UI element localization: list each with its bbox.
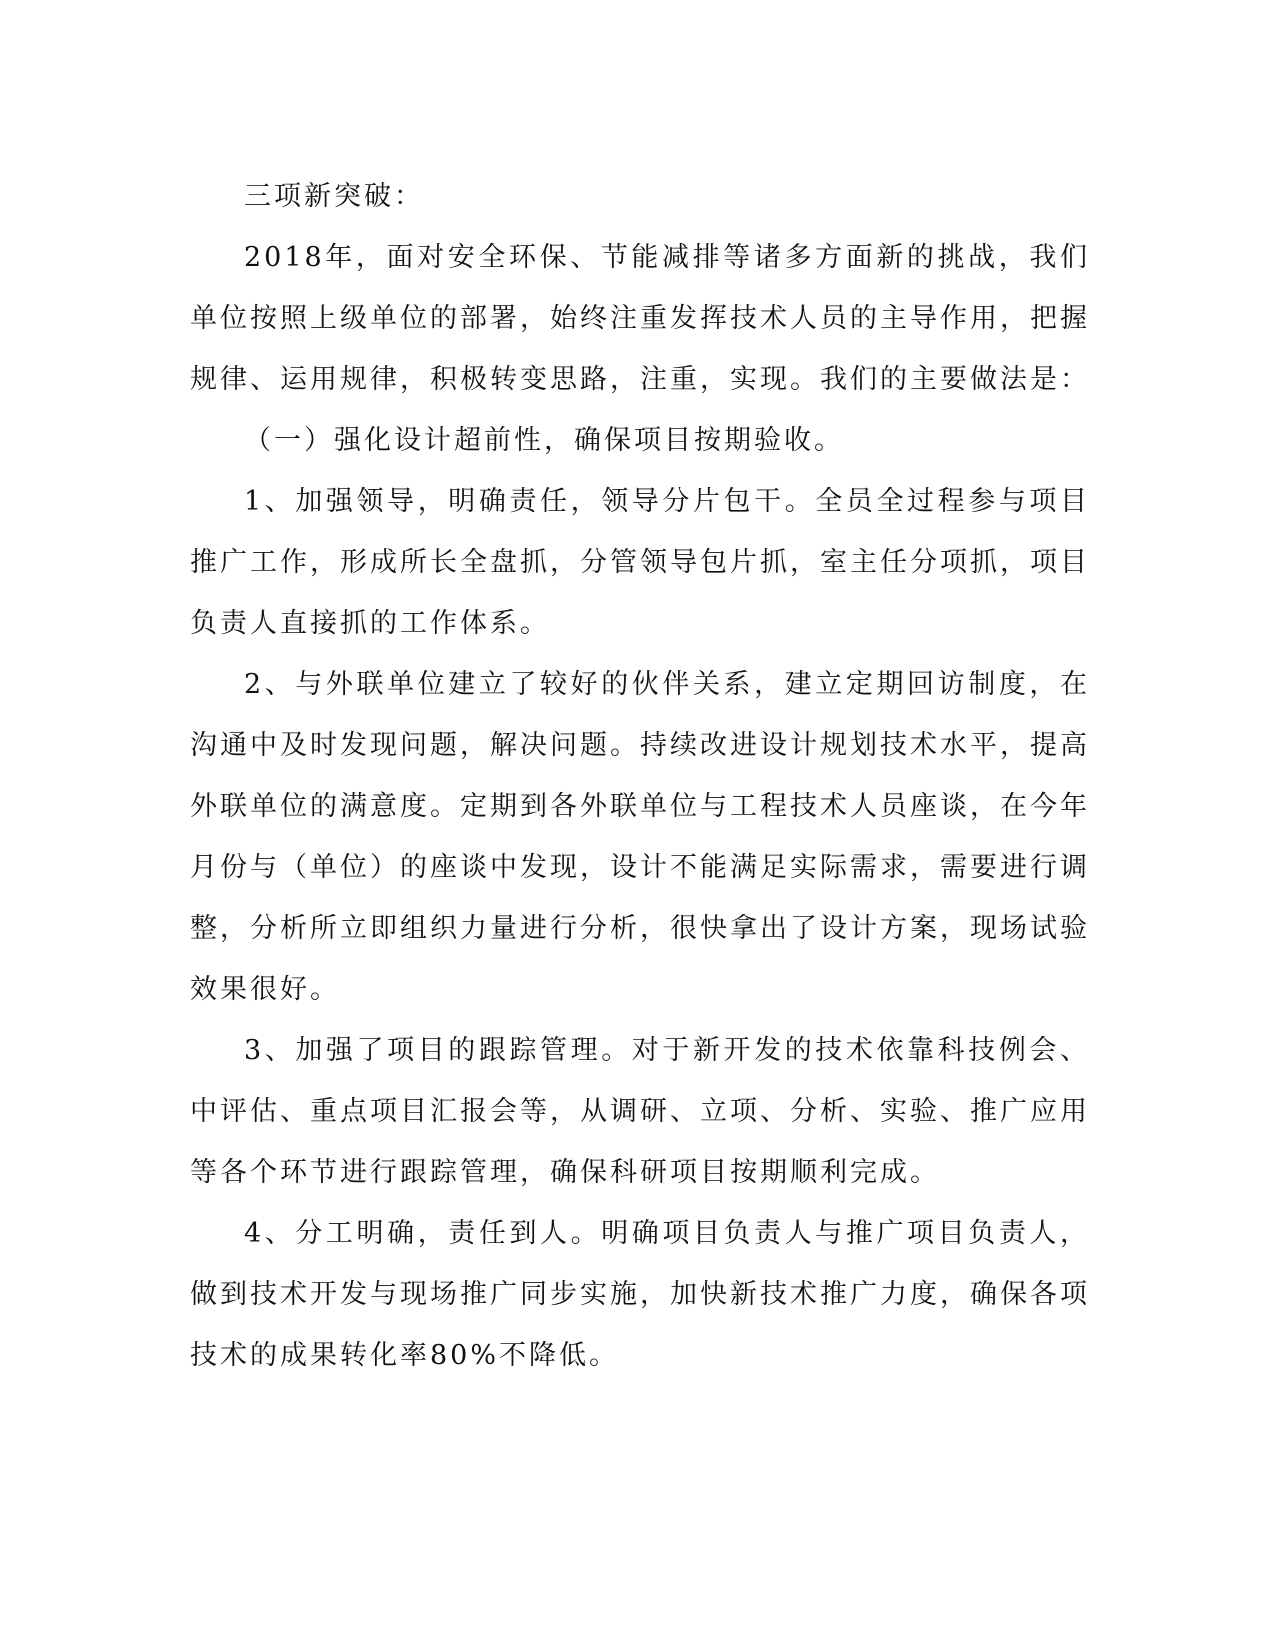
- paragraph-intro: 2018年，面对安全环保、节能减排等诸多方面新的挑战，我们单位按照上级单位的部署，始终注重发挥技术人员的主导作用，把握规律、运用规律，积极转变思路，注重，实现。我们的主要做法是：: [190, 242, 1090, 395]
- paragraph-item-2: 2、与外联单位建立了较好的伙伴关系，建立定期回访制度，在沟通中及时发现问题，解决问题。持续改进设计规划技术水平，提高外联单位的满意度。定期到各外联单位与工程技术人员座谈，在今年月份与（单位）的座谈中发现，设计不能满足实际需求，需要进行调整，分析所立即组织力量进行分析，很快拿出了设计方案，现场试验效果很好。: [190, 669, 1090, 1005]
- paragraph-item-4: 4、分工明确，责任到人。明确项目负责人与推广项目负责人，做到技术开发与现场推广同步实施，加快新技术推广力度，确保各项技术的成果转化率80%不降低。: [190, 1218, 1090, 1371]
- paragraph-subheading: （一）强化设计超前性，确保项目按期验收。: [244, 425, 844, 456]
- section-heading: 三项新突破：: [244, 181, 424, 212]
- paragraph-item-1: 1、加强领导，明确责任，领导分片包干。全员全过程参与项目推广工作，形成所长全盘抓，分管领导包片抓，室主任分项抓，项目负责人直接抓的工作体系。: [190, 486, 1090, 639]
- document-body: [190, 166, 1090, 1386]
- paragraph-item-3: 3、加强了项目的跟踪管理。对于新开发的技术依靠科技例会、中评估、重点项目汇报会等，从调研、立项、分析、实验、推广应用等各个环节进行跟踪管理，确保科研项目按期顺利完成。: [190, 1035, 1090, 1188]
